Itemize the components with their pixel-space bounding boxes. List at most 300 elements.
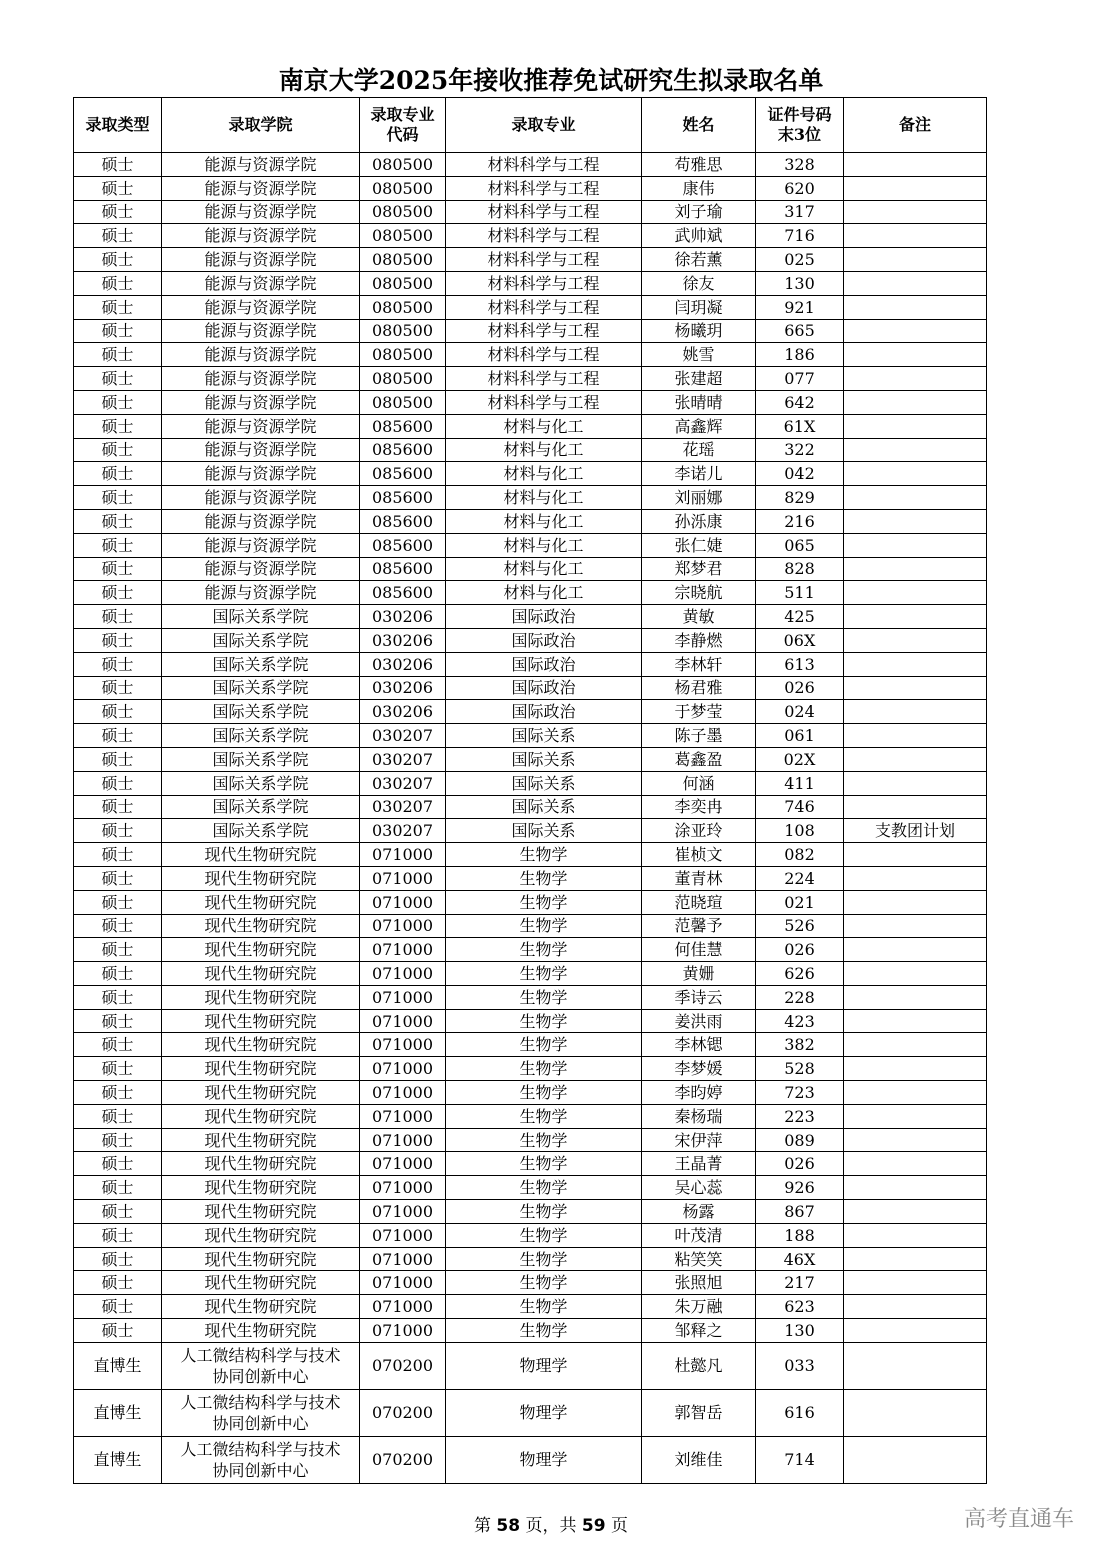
cell-school: 能源与资源学院 [162, 438, 360, 462]
cell-code: 071000 [360, 843, 446, 867]
header-code-line2: 代码 [386, 125, 419, 144]
cell-type: 硕士 [74, 724, 162, 748]
cell-major: 生物学 [446, 1081, 642, 1105]
cell-note [844, 1319, 987, 1343]
table-row [74, 414, 987, 438]
cell-school: 现代生物研究院 [162, 1057, 360, 1081]
cell-school [162, 1389, 360, 1436]
cell-id: 723 [756, 1081, 844, 1105]
cell-code: 071000 [360, 1271, 446, 1295]
table-row [74, 819, 987, 843]
cell-type: 硕士 [74, 533, 162, 557]
cell-type: 硕士 [74, 1271, 162, 1295]
cell-note [844, 652, 987, 676]
cell-school: 国际关系学院 [162, 676, 360, 700]
cell-code: 030206 [360, 676, 446, 700]
cell-id: 186 [756, 343, 844, 367]
table-row [74, 271, 987, 295]
cell-id: 526 [756, 914, 844, 938]
cell-major: 生物学 [446, 962, 642, 986]
cell-note [844, 248, 987, 272]
header-id-line1: 证件号码 [767, 105, 832, 124]
cell-type: 硕士 [74, 486, 162, 510]
cell-note [844, 295, 987, 319]
cell-code: 071000 [360, 1247, 446, 1271]
cell-major: 生物学 [446, 1176, 642, 1200]
cell-type: 硕士 [74, 438, 162, 462]
cell-name: 葛鑫盈 [642, 747, 756, 771]
header-school: 录取学院 [162, 98, 360, 153]
cell-school: 现代生物研究院 [162, 866, 360, 890]
table-row [74, 843, 987, 867]
cell-school: 现代生物研究院 [162, 1128, 360, 1152]
cell-type: 硕士 [74, 819, 162, 843]
cell-code: 085600 [360, 581, 446, 605]
cell-type: 硕士 [74, 1057, 162, 1081]
cell-id: 322 [756, 438, 844, 462]
cell-id: 223 [756, 1104, 844, 1128]
cell-note [844, 319, 987, 343]
cell-school: 能源与资源学院 [162, 367, 360, 391]
cell-name: 张照旭 [642, 1271, 756, 1295]
cell-school: 现代生物研究院 [162, 890, 360, 914]
cell-major: 国际关系 [446, 747, 642, 771]
cell-code: 071000 [360, 1319, 446, 1343]
cell-school: 能源与资源学院 [162, 248, 360, 272]
cell-id: 828 [756, 557, 844, 581]
cell-name: 姚雪 [642, 343, 756, 367]
cell-code: 030206 [360, 652, 446, 676]
cell-school [162, 1342, 360, 1389]
cell-code: 030207 [360, 747, 446, 771]
admission-table [73, 97, 987, 1484]
cell-id: 528 [756, 1057, 844, 1081]
footer-prefix: 第 [474, 1516, 492, 1536]
cell-major: 材料科学与工程 [446, 176, 642, 200]
cell-school: 现代生物研究院 [162, 1176, 360, 1200]
cell-name: 张仁婕 [642, 533, 756, 557]
cell-major: 国际关系 [446, 819, 642, 843]
cell-note [844, 962, 987, 986]
cell-school: 国际关系学院 [162, 724, 360, 748]
cell-type: 硕士 [74, 509, 162, 533]
cell-note [844, 890, 987, 914]
cell-note [844, 581, 987, 605]
cell-school-line1: 人工微结构科学与技术 [180, 1392, 341, 1412]
cell-major: 生物学 [446, 1200, 642, 1224]
cell-id: 716 [756, 224, 844, 248]
cell-major: 国际政治 [446, 676, 642, 700]
cell-code: 071000 [360, 1104, 446, 1128]
table-row [74, 1057, 987, 1081]
cell-type: 硕士 [74, 224, 162, 248]
cell-major: 材料与化工 [446, 462, 642, 486]
cell-id: 077 [756, 367, 844, 391]
cell-code: 080500 [360, 271, 446, 295]
cell-code: 071000 [360, 1200, 446, 1224]
table-row [74, 890, 987, 914]
cell-name: 杜懿凡 [642, 1342, 756, 1389]
cell-id: 620 [756, 176, 844, 200]
table-row [74, 747, 987, 771]
cell-code: 071000 [360, 866, 446, 890]
cell-major: 生物学 [446, 938, 642, 962]
cell-school: 能源与资源学院 [162, 462, 360, 486]
cell-major: 材料科学与工程 [446, 295, 642, 319]
cell-code: 071000 [360, 1009, 446, 1033]
cell-note [844, 200, 987, 224]
cell-id: 425 [756, 605, 844, 629]
cell-name: 李梦媛 [642, 1057, 756, 1081]
cell-school-line2: 协同创新中心 [212, 1366, 309, 1386]
cell-id: 626 [756, 962, 844, 986]
cell-type: 硕士 [74, 1247, 162, 1271]
cell-school: 现代生物研究院 [162, 962, 360, 986]
cell-id: 033 [756, 1342, 844, 1389]
cell-major: 生物学 [446, 1104, 642, 1128]
cell-school: 能源与资源学院 [162, 414, 360, 438]
cell-id: 082 [756, 843, 844, 867]
cell-type: 硕士 [74, 938, 162, 962]
cell-name: 黄姗 [642, 962, 756, 986]
cell-school: 现代生物研究院 [162, 1200, 360, 1224]
cell-type: 硕士 [74, 295, 162, 319]
cell-name: 李诺儿 [642, 462, 756, 486]
table-row [74, 652, 987, 676]
cell-name: 孙泺康 [642, 509, 756, 533]
cell-code: 030207 [360, 819, 446, 843]
cell-note [844, 1104, 987, 1128]
cell-major: 生物学 [446, 1295, 642, 1319]
cell-type: 硕士 [74, 628, 162, 652]
cell-school-line1: 人工微结构科学与技术 [180, 1345, 341, 1365]
cell-name: 杨曦玥 [642, 319, 756, 343]
cell-school: 能源与资源学院 [162, 533, 360, 557]
cell-note [844, 557, 987, 581]
cell-major: 生物学 [446, 914, 642, 938]
cell-code: 030206 [360, 700, 446, 724]
table-row [74, 319, 987, 343]
header-type: 录取类型 [74, 98, 162, 153]
cell-type: 直博生 [74, 1342, 162, 1389]
cell-code: 080500 [360, 295, 446, 319]
cell-school: 现代生物研究院 [162, 1104, 360, 1128]
cell-major: 生物学 [446, 1152, 642, 1176]
header-major: 录取专业 [446, 98, 642, 153]
cell-major: 材料科学与工程 [446, 153, 642, 177]
cell-name: 花瑶 [642, 438, 756, 462]
header-id [756, 98, 844, 153]
cell-code: 085600 [360, 509, 446, 533]
cell-type: 硕士 [74, 843, 162, 867]
table-row [74, 1295, 987, 1319]
cell-school: 能源与资源学院 [162, 295, 360, 319]
cell-note [844, 1223, 987, 1247]
table-row [74, 724, 987, 748]
cell-code: 030206 [360, 605, 446, 629]
cell-major: 生物学 [446, 843, 642, 867]
cell-code: 071000 [360, 1128, 446, 1152]
cell-code: 071000 [360, 962, 446, 986]
cell-type: 硕士 [74, 1295, 162, 1319]
cell-school: 国际关系学院 [162, 819, 360, 843]
cell-code: 030206 [360, 628, 446, 652]
cell-school: 现代生物研究院 [162, 914, 360, 938]
cell-code: 085600 [360, 438, 446, 462]
cell-type: 硕士 [74, 652, 162, 676]
cell-id: 06X [756, 628, 844, 652]
cell-code: 080500 [360, 343, 446, 367]
cell-major: 生物学 [446, 1128, 642, 1152]
cell-school: 现代生物研究院 [162, 1271, 360, 1295]
cell-note [844, 985, 987, 1009]
cell-note [844, 1176, 987, 1200]
cell-major: 物理学 [446, 1436, 642, 1483]
cell-code: 030207 [360, 724, 446, 748]
cell-name: 邹释之 [642, 1319, 756, 1343]
cell-type: 硕士 [74, 1176, 162, 1200]
table-row [74, 1436, 987, 1483]
cell-major: 国际政治 [446, 700, 642, 724]
cell-school: 能源与资源学院 [162, 581, 360, 605]
table-row [74, 1247, 987, 1271]
table-row [74, 438, 987, 462]
watermark: 高考直通车 [963, 1507, 1074, 1532]
cell-school: 能源与资源学院 [162, 557, 360, 581]
page-footer [0, 1514, 1102, 1538]
table-row [74, 914, 987, 938]
table-row [74, 1200, 987, 1224]
table-row [74, 367, 987, 391]
cell-type: 硕士 [74, 367, 162, 391]
cell-name: 陈子墨 [642, 724, 756, 748]
cell-major: 材料与化工 [446, 438, 642, 462]
table-row [74, 628, 987, 652]
cell-name: 宗晓航 [642, 581, 756, 605]
cell-code: 071000 [360, 985, 446, 1009]
cell-note [844, 795, 987, 819]
cell-note [844, 462, 987, 486]
cell-name: 高鑫辉 [642, 414, 756, 438]
cell-name: 杨君雅 [642, 676, 756, 700]
table-row [74, 509, 987, 533]
table-row [74, 153, 987, 177]
cell-code: 071000 [360, 1295, 446, 1319]
cell-code: 071000 [360, 938, 446, 962]
cell-id: 065 [756, 533, 844, 557]
header-note: 备注 [844, 98, 987, 153]
cell-note [844, 176, 987, 200]
cell-note [844, 367, 987, 391]
cell-major: 材料科学与工程 [446, 200, 642, 224]
cell-name: 武帅斌 [642, 224, 756, 248]
table-row [74, 486, 987, 510]
cell-school: 现代生物研究院 [162, 1009, 360, 1033]
cell-type: 硕士 [74, 343, 162, 367]
cell-major: 材料科学与工程 [446, 224, 642, 248]
cell-name: 宋伊萍 [642, 1128, 756, 1152]
footer-suffix: 页 [610, 1516, 628, 1536]
table-row [74, 938, 987, 962]
cell-id: 089 [756, 1128, 844, 1152]
footer-total-pages: 59 [581, 1516, 606, 1536]
cell-type: 硕士 [74, 747, 162, 771]
cell-id: 026 [756, 938, 844, 962]
cell-type: 硕士 [74, 1128, 162, 1152]
cell-code: 085600 [360, 414, 446, 438]
cell-major: 国际关系 [446, 795, 642, 819]
cell-note [844, 224, 987, 248]
cell-id: 021 [756, 890, 844, 914]
cell-note [844, 1436, 987, 1483]
cell-name: 徐若薰 [642, 248, 756, 272]
header-code-line1: 录取专业 [370, 105, 435, 124]
cell-id: 423 [756, 1009, 844, 1033]
cell-major: 生物学 [446, 1033, 642, 1057]
cell-id: 746 [756, 795, 844, 819]
cell-type: 硕士 [74, 153, 162, 177]
cell-school: 能源与资源学院 [162, 271, 360, 295]
cell-school: 能源与资源学院 [162, 153, 360, 177]
cell-id: 613 [756, 652, 844, 676]
cell-school: 现代生物研究院 [162, 1033, 360, 1057]
cell-major: 物理学 [446, 1342, 642, 1389]
cell-school: 能源与资源学院 [162, 343, 360, 367]
cell-school: 现代生物研究院 [162, 1081, 360, 1105]
cell-name: 崔桢文 [642, 843, 756, 867]
cell-note [844, 1152, 987, 1176]
cell-id: 042 [756, 462, 844, 486]
table-row [74, 295, 987, 319]
cell-major: 生物学 [446, 1247, 642, 1271]
cell-note [844, 1033, 987, 1057]
cell-name: 李林轩 [642, 652, 756, 676]
cell-name: 秦杨瑞 [642, 1104, 756, 1128]
cell-id: 061 [756, 724, 844, 748]
cell-major: 国际关系 [446, 724, 642, 748]
cell-name: 李昀婷 [642, 1081, 756, 1105]
cell-id: 317 [756, 200, 844, 224]
cell-id: 714 [756, 1436, 844, 1483]
cell-name: 徐友 [642, 271, 756, 295]
cell-id: 108 [756, 819, 844, 843]
cell-name: 于梦莹 [642, 700, 756, 724]
cell-id: 829 [756, 486, 844, 510]
cell-note [844, 1295, 987, 1319]
table-row [74, 581, 987, 605]
cell-note [844, 1342, 987, 1389]
table-row [74, 533, 987, 557]
table-row [74, 605, 987, 629]
cell-note [844, 1128, 987, 1152]
cell-type: 硕士 [74, 605, 162, 629]
cell-note [844, 628, 987, 652]
cell-id: 926 [756, 1176, 844, 1200]
cell-type: 硕士 [74, 962, 162, 986]
table-row [74, 176, 987, 200]
cell-type: 硕士 [74, 676, 162, 700]
cell-id: 46X [756, 1247, 844, 1271]
cell-name: 李静燃 [642, 628, 756, 652]
cell-school: 现代生物研究院 [162, 1295, 360, 1319]
cell-code: 080500 [360, 200, 446, 224]
cell-school: 能源与资源学院 [162, 486, 360, 510]
cell-school: 能源与资源学院 [162, 224, 360, 248]
cell-note [844, 1200, 987, 1224]
table-row [74, 248, 987, 272]
cell-code: 030207 [360, 771, 446, 795]
cell-school: 能源与资源学院 [162, 509, 360, 533]
cell-type: 硕士 [74, 1033, 162, 1057]
cell-type: 硕士 [74, 1223, 162, 1247]
cell-major: 材料与化工 [446, 509, 642, 533]
cell-type: 硕士 [74, 700, 162, 724]
cell-id: 61X [756, 414, 844, 438]
cell-id: 130 [756, 1319, 844, 1343]
cell-name: 季诗云 [642, 985, 756, 1009]
cell-id: 665 [756, 319, 844, 343]
cell-name: 王晶菁 [642, 1152, 756, 1176]
cell-id: 026 [756, 676, 844, 700]
cell-note [844, 1081, 987, 1105]
cell-id: 623 [756, 1295, 844, 1319]
cell-note [844, 414, 987, 438]
cell-code: 085600 [360, 486, 446, 510]
cell-school-line1: 人工微结构科学与技术 [180, 1439, 341, 1459]
cell-name: 姜洪雨 [642, 1009, 756, 1033]
cell-major: 材料与化工 [446, 581, 642, 605]
cell-note [844, 938, 987, 962]
table-row [74, 1009, 987, 1033]
cell-name: 董青林 [642, 866, 756, 890]
footer-middle: 页，共 [525, 1516, 577, 1536]
cell-name: 范馨予 [642, 914, 756, 938]
cell-id: 411 [756, 771, 844, 795]
cell-id: 224 [756, 866, 844, 890]
cell-note [844, 509, 987, 533]
cell-name: 范晓瑄 [642, 890, 756, 914]
table-body [74, 153, 987, 1484]
cell-code: 080500 [360, 319, 446, 343]
cell-type: 硕士 [74, 248, 162, 272]
cell-id: 188 [756, 1223, 844, 1247]
table-row [74, 700, 987, 724]
cell-name: 刘丽娜 [642, 486, 756, 510]
cell-id: 026 [756, 1152, 844, 1176]
cell-code: 071000 [360, 1223, 446, 1247]
cell-type: 硕士 [74, 985, 162, 1009]
cell-major: 生物学 [446, 1057, 642, 1081]
cell-type: 硕士 [74, 200, 162, 224]
cell-code: 071000 [360, 1152, 446, 1176]
cell-name: 苟雅思 [642, 153, 756, 177]
cell-note [844, 747, 987, 771]
cell-school [162, 1436, 360, 1483]
cell-name: 黄敏 [642, 605, 756, 629]
cell-school: 能源与资源学院 [162, 319, 360, 343]
cell-note [844, 866, 987, 890]
cell-school: 能源与资源学院 [162, 176, 360, 200]
cell-type: 硕士 [74, 557, 162, 581]
cell-name: 康伟 [642, 176, 756, 200]
cell-code: 080500 [360, 224, 446, 248]
table-row [74, 1223, 987, 1247]
cell-name: 杨露 [642, 1200, 756, 1224]
table-row [74, 866, 987, 890]
cell-name: 张晴晴 [642, 390, 756, 414]
table-row [74, 390, 987, 414]
cell-major: 材料科学与工程 [446, 390, 642, 414]
